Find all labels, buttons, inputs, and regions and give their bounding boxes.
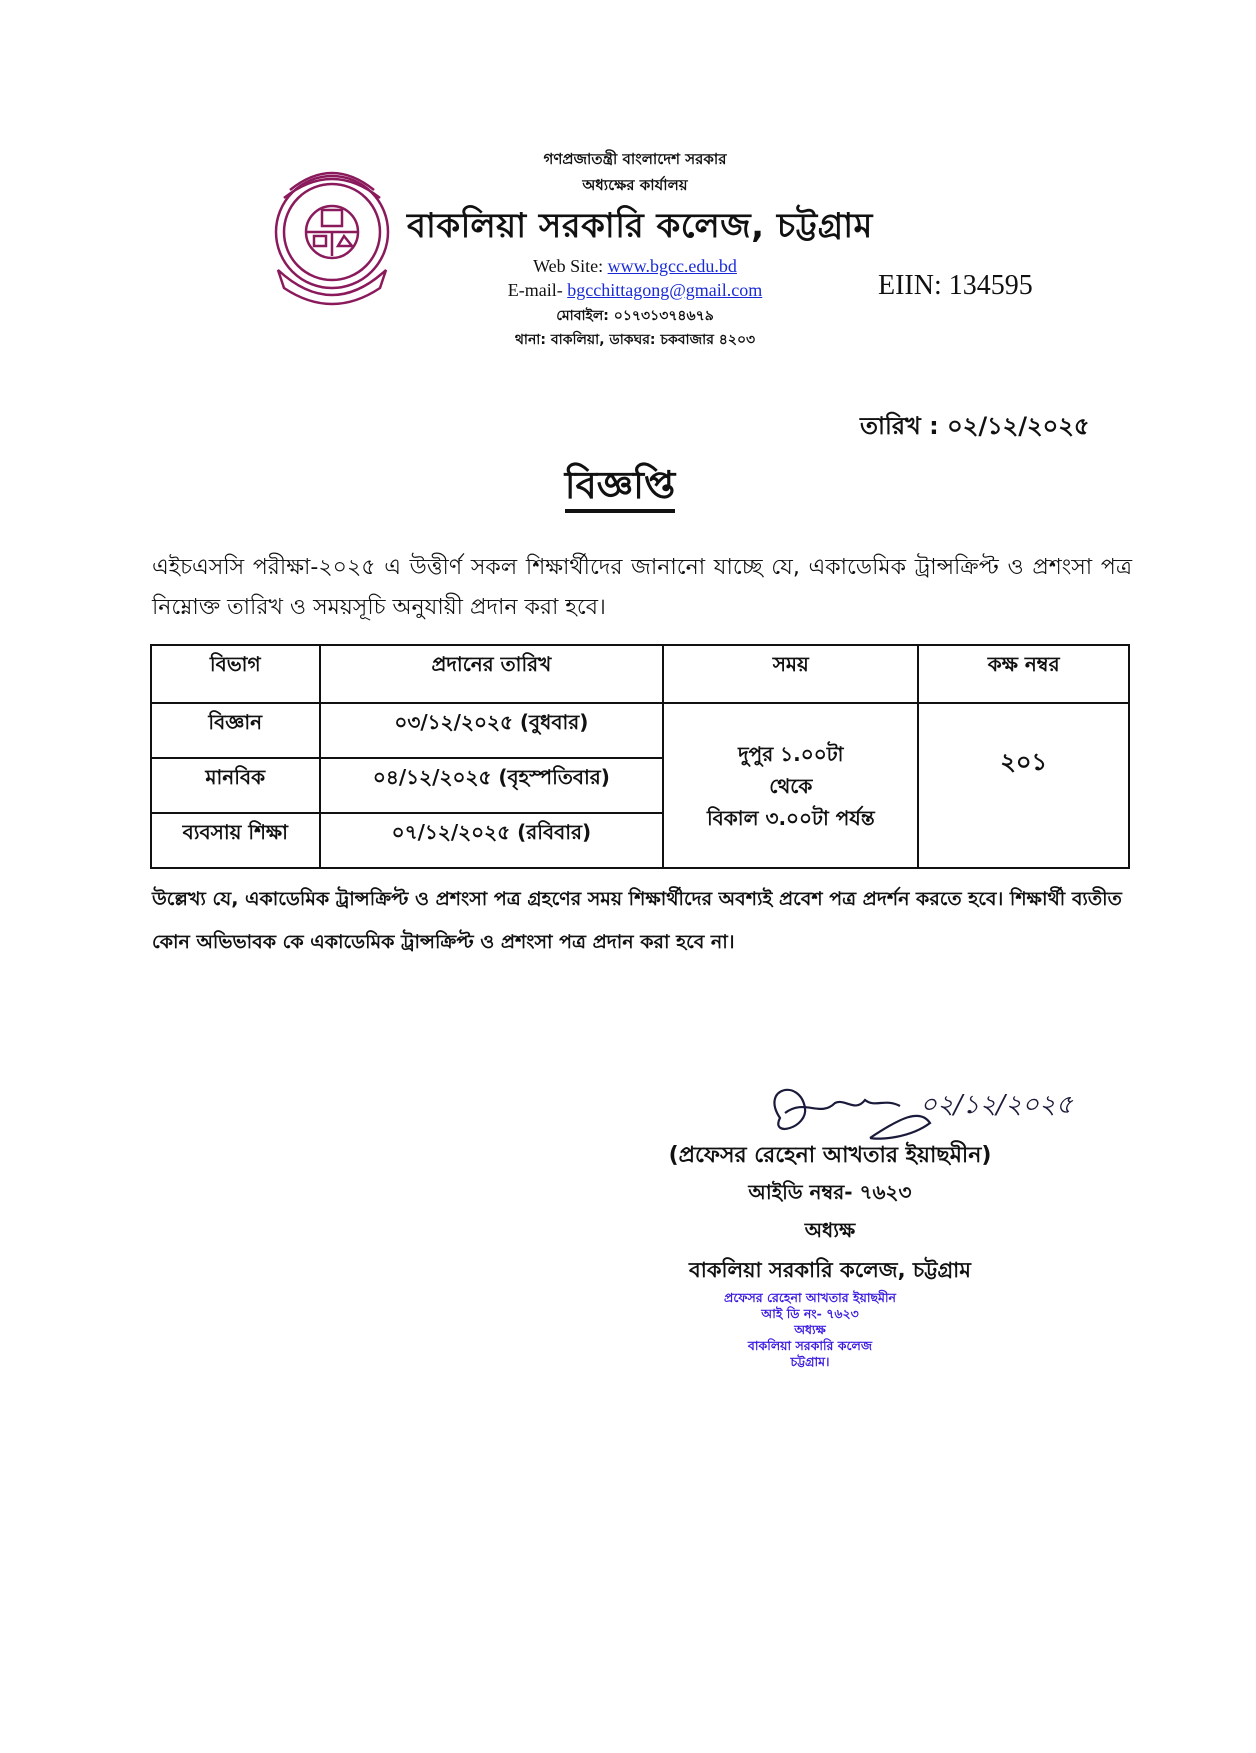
department-cell: মানবিক	[151, 758, 320, 813]
email-label: E-mail-	[507, 280, 568, 300]
signatory-id: আইডি নম্বর- ৭৬২৩	[748, 1180, 912, 1204]
header-department: বিভাগ	[151, 645, 320, 703]
date-cell: ০৭/১২/২০২৫ (রবিবার)	[320, 813, 664, 868]
website-label: Web Site:	[533, 256, 608, 276]
room-cell	[918, 703, 1129, 868]
stamp-line: আই ডি নং- ৭৬২৩	[761, 1306, 859, 1321]
office-heading: অধ্যক্ষের কার্যালয়	[582, 176, 688, 194]
postal-address: থানা: বাকলিয়া, ডাকঘর: চকবাজার ৪২০৩	[514, 332, 756, 348]
header-date: প্রদানের তারিখ	[320, 645, 664, 703]
date-cell: ০৩/১২/২০২৫ (বুধবার)	[320, 703, 664, 758]
stamp-line: অধ্যক্ষ	[794, 1322, 826, 1337]
table-row	[151, 703, 1129, 758]
stamp-line: বাকলিয়া সরকারি কলেজ	[747, 1338, 873, 1353]
time-cell	[663, 703, 918, 868]
college-seal-icon	[272, 170, 392, 310]
website-link[interactable]: www.bgcc.edu.bd	[607, 256, 737, 276]
table-header-row	[151, 645, 1129, 703]
header-time: সময়	[663, 645, 918, 703]
eiin-number: EIIN: 134595	[878, 270, 1033, 301]
college-name: বাকলিয়া সরকারি কলেজ, চট্টগ্রাম	[407, 206, 873, 246]
notice-title-text: বিজ্ঞপ্তি	[565, 463, 676, 513]
government-heading: গণপ্রজাতন্ত্রী বাংলাদেশ সরকার	[543, 150, 727, 168]
department-cell: ব্যবসায় শিক্ষা	[151, 813, 320, 868]
official-stamp	[680, 1290, 940, 1370]
intro-paragraph: এইচএসসি পরীক্ষা-২০২৫ এ উত্তীর্ণ সকল শিক্ষার্থীদের জানানো যাচ্ছে যে, একাডেমিক ট্রান্সক্রিপ্ট ও প্রশংসা পত্র নিম্নোক্ত তারিখ ও সময়সূচি অনুযায়ী প্রদান করা হবে।	[152, 555, 1132, 620]
signature-date: ০২/১২/২০২৫	[920, 1090, 1073, 1120]
stamp-line: চট্টগ্রাম।	[790, 1354, 830, 1369]
room-number: ২০১	[1000, 748, 1048, 776]
mobile-number: মোবাইল: ০১৭৩১৩৭৪৬৭৯	[556, 308, 714, 324]
signatory-name: (প্রফেসর রেহেনা আখতার ইয়াছমীন)	[668, 1143, 992, 1168]
schedule-table	[150, 644, 1130, 869]
time-from: থেকে	[769, 773, 813, 798]
time-start: দুপুর ১.০০টা	[738, 741, 844, 766]
note-paragraph: উল্লেখ্য যে, একাডেমিক ট্রান্সক্রিপ্ট ও প্রশংসা পত্র গ্রহণের সময় শিক্ষার্থীদের অবশ্যই প্রবেশ পত্র প্রদর্শন করতে হবে। শিক্ষার্থী ব্যতীত কোন অভিভাবক কে একাডেমিক ট্রান্সক্রিপ্ট ও প্রশংসা পত্র প্রদান করা হবে না।	[152, 888, 1122, 953]
header-room: কক্ষ নম্বর	[918, 645, 1129, 703]
signatory-title: অধ্যক্ষ	[804, 1218, 856, 1242]
email-link[interactable]: bgcchittagong@gmail.com	[567, 280, 763, 300]
website-line	[420, 256, 850, 277]
notice-date: তারিখ : ০২/১২/২০২৫	[860, 412, 1090, 440]
date-cell: ০৪/১২/২০২৫ (বৃহস্পতিবার)	[320, 758, 664, 813]
time-end: বিকাল ৩.০০টা পর্যন্ত	[706, 805, 875, 830]
stamp-line: প্রফেসর রেহেনা আখতার ইয়াছমীন	[723, 1290, 896, 1305]
department-cell: বিজ্ঞান	[151, 703, 320, 758]
notice-title	[520, 456, 720, 520]
email-line	[420, 280, 850, 301]
signatory-college: বাকলিয়া সরকারি কলেজ, চট্টগ্রাম	[689, 1258, 971, 1282]
